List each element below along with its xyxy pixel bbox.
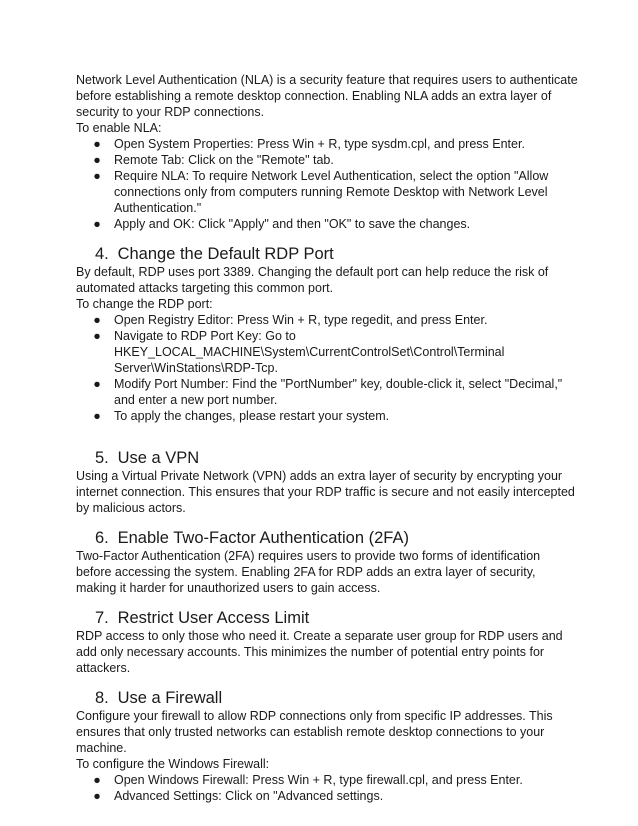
section-paragraph: Using a Virtual Private Network (VPN) adds an extra layer of security by encrypting your internet connection. This ensures that your RDP traffic is secure and not easily intercepted by malicious actors.: [76, 469, 575, 515]
list-item-text: Apply and OK: Click "Apply" and then "OK" to save the changes.: [114, 217, 471, 231]
bullet-icon: ●: [93, 409, 101, 423]
list-item-text: Navigate to RDP Port Key: Go to HKEY_LOCAL_MACHINE\System\CurrentControlSet\Control\Terminal Server\WinStations\RDP-Tcp.: [114, 329, 505, 375]
section-title: Use a Firewall: [117, 689, 223, 707]
nla-steps-list: [76, 136, 578, 232]
section-paragraph: Two-Factor Authentication (2FA) requires users to provide two forms of identification before accessing the system. Enabling 2FA for RDP adds an extra layer of security, making it harder for unauthorized users to gain access.: [76, 549, 541, 595]
section-lead: To configure the Windows Firewall:: [76, 757, 270, 771]
list-item-text: Open Registry Editor: Press Win + R, type regedit, and press Enter.: [114, 313, 488, 327]
section-paragraph: Configure your firewall to allow RDP connections only from specific IP addresses. This ensures that only trusted networks can establish remote desktop connections to your machine.: [76, 709, 553, 755]
nla-paragraph: Network Level Authentication (NLA) is a security feature that requires users to authenticate before establishing a remote desktop connection. Enabling NLA adds an extra layer of security to your RDP connections.: [76, 73, 578, 119]
section-heading-change-rdp-port: [76, 244, 578, 264]
bullet-icon: ●: [93, 789, 101, 803]
section-number: 4.: [95, 245, 109, 263]
list-item: [90, 152, 578, 168]
bullet-icon: ●: [93, 377, 101, 391]
bullet-icon: ●: [93, 329, 101, 343]
list-item-text: Open System Properties: Press Win + R, type sysdm.cpl, and press Enter.: [114, 137, 525, 151]
section-number: 6.: [95, 529, 109, 547]
list-item: [90, 136, 578, 152]
section-number: 7.: [95, 609, 109, 627]
list-item-text: Open Windows Firewall: Press Win + R, type firewall.cpl, and press Enter.: [114, 773, 523, 787]
list-item: [90, 312, 578, 328]
bullet-icon: ●: [93, 153, 101, 167]
list-item: [90, 328, 578, 376]
list-item-text: Modify Port Number: Find the "PortNumber" key, double-click it, select "Decimal," and enter a new port number.: [114, 377, 563, 407]
section-number: 8.: [95, 689, 109, 707]
bullet-icon: ●: [93, 773, 101, 787]
section-number: 5.: [95, 449, 109, 467]
section-heading-restrict-access: [76, 608, 578, 628]
list-item: [90, 168, 578, 216]
list-item: [90, 772, 578, 788]
bullet-icon: ●: [93, 217, 101, 231]
list-item: [90, 408, 578, 424]
list-item: [90, 788, 578, 804]
bullet-icon: ●: [93, 137, 101, 151]
section-lead: To change the RDP port:: [76, 297, 213, 311]
section-heading-use-firewall: [76, 688, 578, 708]
list-item: [90, 216, 578, 232]
nla-lead: To enable NLA:: [76, 121, 162, 135]
list-item-text: Advanced Settings: Click on "Advanced settings.: [114, 789, 384, 803]
list-item: [90, 376, 578, 408]
list-item-text: To apply the changes, please restart your system.: [114, 409, 390, 423]
section-paragraph: By default, RDP uses port 3389. Changing the default port can help reduce the risk of automated attacks targeting this common port.: [76, 265, 549, 295]
section-title: Enable Two-Factor Authentication (2FA): [117, 529, 409, 547]
bullet-icon: ●: [93, 169, 101, 183]
section-title: Use a VPN: [117, 449, 200, 467]
section-heading-enable-2fa: [76, 528, 578, 548]
firewall-steps-list: [76, 772, 578, 804]
list-item-text: Remote Tab: Click on the "Remote" tab.: [114, 153, 334, 167]
bullet-icon: ●: [93, 313, 101, 327]
section-heading-use-vpn: [76, 448, 578, 468]
list-item-text: Require NLA: To require Network Level Authentication, select the option "Allow connections only from computers running Remote Desktop with Network Level Authentication.": [114, 169, 549, 215]
rdp-port-steps-list: [76, 312, 578, 424]
section-paragraph: RDP access to only those who need it. Create a separate user group for RDP users and add only necessary accounts. This minimizes the number of potential entry points for attackers.: [76, 629, 563, 675]
section-title: Change the Default RDP Port: [117, 245, 334, 263]
section-title: Restrict User Access Limit: [117, 609, 310, 627]
